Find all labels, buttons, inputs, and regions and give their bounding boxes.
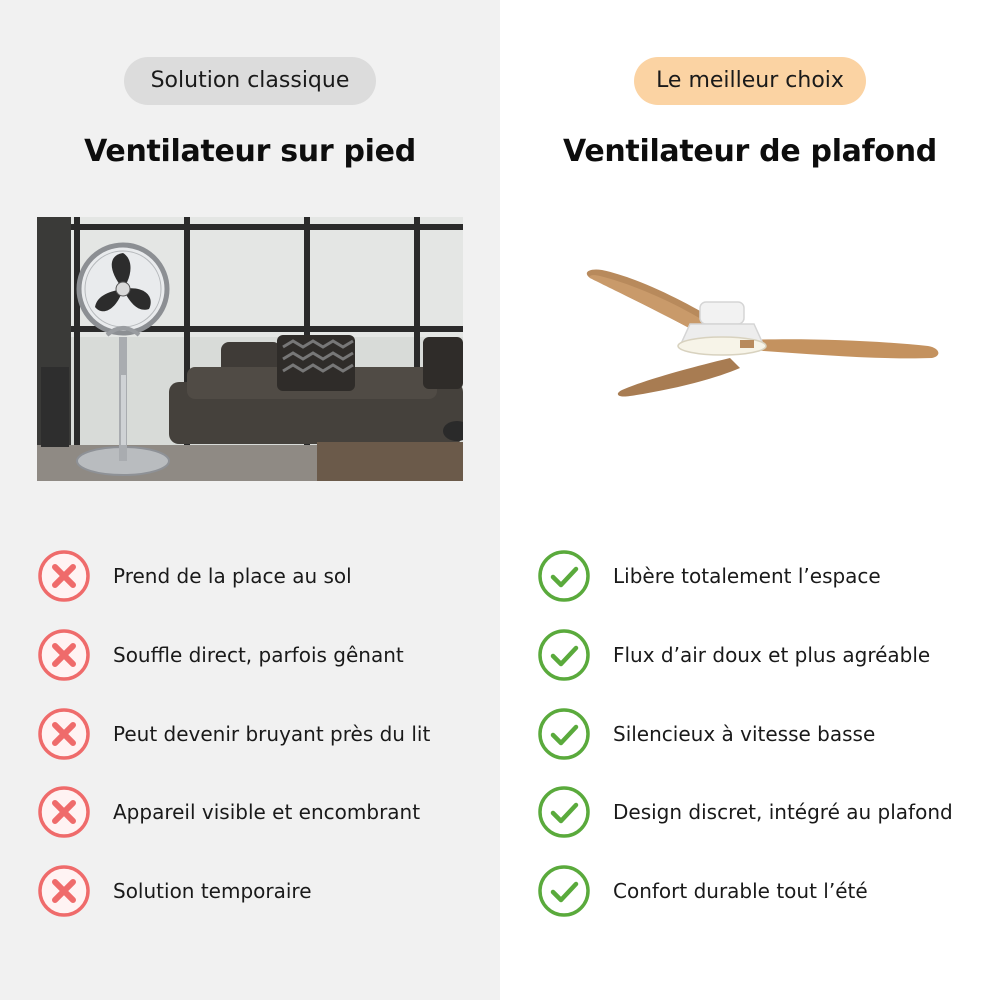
drawback-text: Prend de la place au sol [113, 564, 352, 588]
check-circle-icon [537, 549, 591, 603]
list-item [500, 785, 1000, 841]
drawback-text: Peut devenir bruyant près du lit [113, 722, 431, 746]
standing-fan-photo [37, 217, 463, 481]
list-item [500, 628, 1000, 684]
best-choice-column [500, 0, 1000, 1000]
drawback-text: Souffle direct, parfois gênant [113, 643, 404, 667]
list-item [0, 707, 500, 763]
ceiling-fan-illustration [540, 220, 960, 480]
benefit-text: Libère totalement l’espace [613, 564, 881, 588]
list-item [0, 549, 500, 605]
ceiling-fan-title: Ventilateur de plafond [563, 134, 937, 169]
best-choice-badge: Le meilleur choix [634, 57, 866, 105]
list-item [500, 864, 1000, 920]
benefit-text: Silencieux à vitesse basse [613, 722, 876, 746]
list-item [0, 628, 500, 684]
cross-circle-icon [37, 707, 91, 761]
check-circle-icon [537, 628, 591, 682]
standing-fan-title: Ventilateur sur pied [84, 134, 416, 169]
cross-circle-icon [37, 628, 91, 682]
cross-circle-icon [37, 864, 91, 918]
cross-circle-icon [37, 549, 91, 603]
list-item [500, 707, 1000, 763]
ceiling-fan-photo [540, 220, 960, 480]
drawback-text: Appareil visible et encombrant [113, 800, 421, 824]
standing-fan-illustration [37, 217, 463, 481]
list-item [0, 864, 500, 920]
benefit-text: Design discret, intégré au plafond [613, 800, 953, 824]
drawback-text: Solution temporaire [113, 879, 312, 903]
list-item [500, 549, 1000, 605]
check-circle-icon [537, 707, 591, 761]
benefit-text: Flux d’air doux et plus agréable [613, 643, 931, 667]
check-circle-icon [537, 785, 591, 839]
benefit-text: Confort durable tout l’été [613, 879, 868, 903]
list-item [0, 785, 500, 841]
check-circle-icon [537, 864, 591, 918]
classic-solution-badge: Solution classique [124, 57, 376, 105]
cross-circle-icon [37, 785, 91, 839]
